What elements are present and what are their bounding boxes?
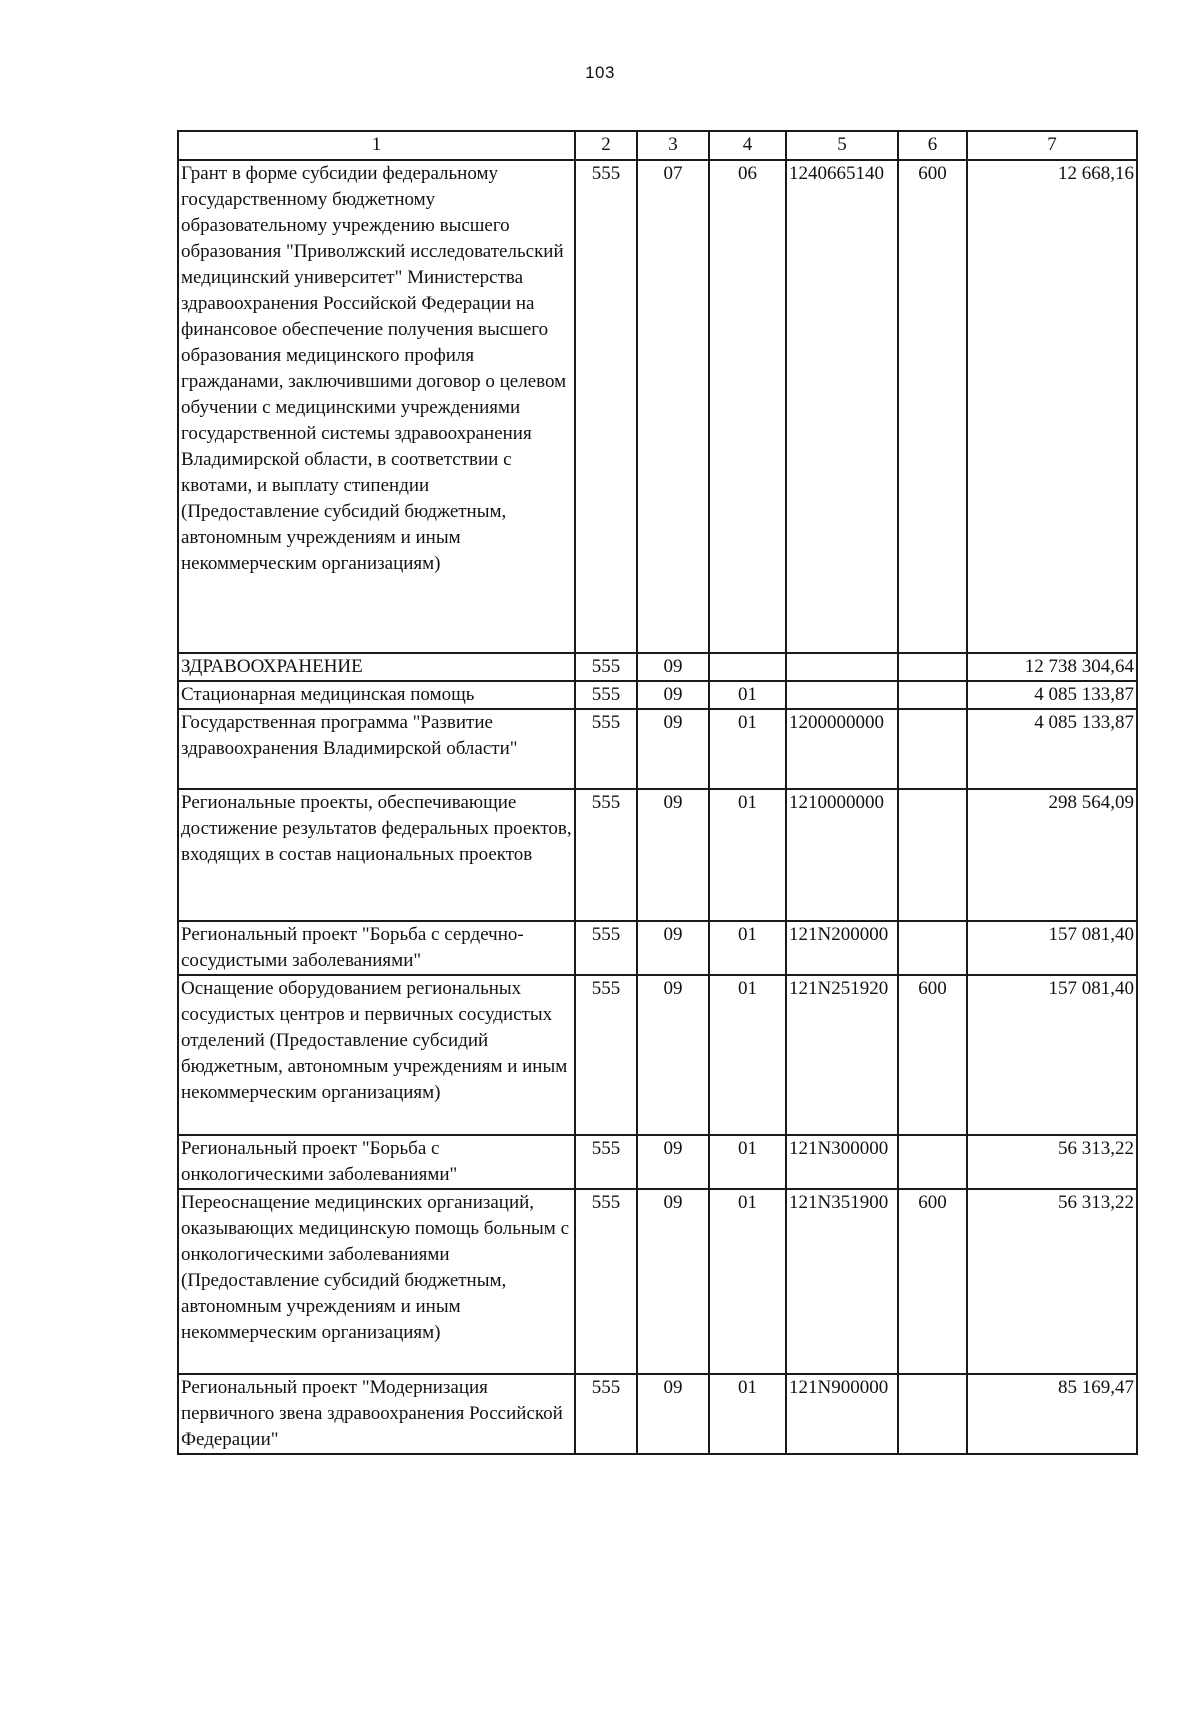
row-subsection-code: 01 <box>709 921 786 975</box>
row-name: Региональный проект "Борьба с онкологическими заболеваниями" <box>178 1135 575 1189</box>
row-section-code: 09 <box>637 681 709 709</box>
row-name: Грант в форме субсидии федеральному государственному бюджетному образовательному учреждению высшего образования "Приволжский исследовательский медицинский университет" Министерства здравоохранения Российской Федерации на финансовое обеспечение получения высшего образования медицинского профиля гражданами, заключившими договор о целевом обучении с медицинскими учреждениями государственной системы здравоохранения Владимирской области, в соответствии с квотами, и выплату стипендии (Предоставление субсидий бюджетным, автономным учреждениям и иным некоммерческим организациям) <box>178 160 575 653</box>
row-amount: 56 313,22 <box>967 1135 1137 1189</box>
column-header-6: 6 <box>898 131 967 160</box>
column-header-7: 7 <box>967 131 1137 160</box>
row-expense-type <box>898 653 967 681</box>
row-expense-type <box>898 1374 967 1454</box>
row-amount: 56 313,22 <box>967 1189 1137 1374</box>
row-section-code: 07 <box>637 160 709 653</box>
row-ministry-code: 555 <box>575 789 637 921</box>
row-amount: 85 169,47 <box>967 1374 1137 1454</box>
row-target-code <box>786 681 898 709</box>
row-amount: 298 564,09 <box>967 789 1137 921</box>
table-row <box>178 1189 1137 1374</box>
row-ministry-code: 555 <box>575 1374 637 1454</box>
row-expense-type: 600 <box>898 1189 967 1374</box>
table-row <box>178 709 1137 789</box>
row-subsection-code: 01 <box>709 975 786 1135</box>
row-section-code: 09 <box>637 1189 709 1374</box>
row-subsection-code: 01 <box>709 681 786 709</box>
row-subsection-code: 01 <box>709 1189 786 1374</box>
budget-table <box>177 130 1138 1455</box>
row-target-code: 121N200000 <box>786 921 898 975</box>
table-row <box>178 921 1137 975</box>
row-section-code: 09 <box>637 789 709 921</box>
table-row <box>178 160 1137 653</box>
row-section-code: 09 <box>637 653 709 681</box>
row-expense-type <box>898 709 967 789</box>
row-ministry-code: 555 <box>575 709 637 789</box>
page-number: 103 <box>585 63 615 82</box>
row-ministry-code: 555 <box>575 921 637 975</box>
row-target-code: 121N900000 <box>786 1374 898 1454</box>
row-subsection-code: 06 <box>709 160 786 653</box>
row-section-code: 09 <box>637 1135 709 1189</box>
row-target-code: 1200000000 <box>786 709 898 789</box>
row-subsection-code: 01 <box>709 1374 786 1454</box>
row-target-code: 121N351900 <box>786 1189 898 1374</box>
table-header-row <box>178 131 1137 160</box>
table-row <box>178 1374 1137 1454</box>
row-ministry-code: 555 <box>575 160 637 653</box>
row-name: ЗДРАВООХРАНЕНИЕ <box>178 653 575 681</box>
column-header-3: 3 <box>637 131 709 160</box>
table-row <box>178 789 1137 921</box>
row-expense-type: 600 <box>898 160 967 653</box>
row-section-code: 09 <box>637 975 709 1135</box>
column-header-1: 1 <box>178 131 575 160</box>
table-row <box>178 653 1137 681</box>
row-name: Стационарная медицинская помощь <box>178 681 575 709</box>
row-amount: 4 085 133,87 <box>967 681 1137 709</box>
row-section-code: 09 <box>637 921 709 975</box>
row-name: Государственная программа "Развитие здравоохранения Владимирской области" <box>178 709 575 789</box>
row-name: Региональные проекты, обеспечивающие достижение результатов федеральных проектов, входящих в состав национальных проектов <box>178 789 575 921</box>
row-subsection-code: 01 <box>709 1135 786 1189</box>
row-target-code: 1210000000 <box>786 789 898 921</box>
row-ministry-code: 555 <box>575 975 637 1135</box>
row-target-code: 121N251920 <box>786 975 898 1135</box>
table-row <box>178 681 1137 709</box>
column-header-2: 2 <box>575 131 637 160</box>
row-name: Региональный проект "Борьба с сердечно-сосудистыми заболеваниями" <box>178 921 575 975</box>
row-section-code: 09 <box>637 709 709 789</box>
row-amount: 12 668,16 <box>967 160 1137 653</box>
row-target-code: 1240665140 <box>786 160 898 653</box>
row-expense-type <box>898 1135 967 1189</box>
row-name: Оснащение оборудованием региональных сосудистых центров и первичных сосудистых отделений (Предоставление субсидий бюджетным, автономным учреждениям и иным некоммерческим организациям) <box>178 975 575 1135</box>
row-target-code <box>786 653 898 681</box>
row-name: Переоснащение медицинских организаций, оказывающих медицинскую помощь больным с онкологическими заболеваниями (Предоставление субсидий бюджетным, автономным учреждениям и иным некоммерческим организациям) <box>178 1189 575 1374</box>
row-name: Региональный проект "Модернизация первичного звена здравоохранения Российской Федерации" <box>178 1374 575 1454</box>
row-expense-type <box>898 789 967 921</box>
row-subsection-code: 01 <box>709 709 786 789</box>
row-ministry-code: 555 <box>575 1135 637 1189</box>
row-subsection-code: 01 <box>709 789 786 921</box>
row-section-code: 09 <box>637 1374 709 1454</box>
column-header-4: 4 <box>709 131 786 160</box>
row-amount: 157 081,40 <box>967 921 1137 975</box>
row-target-code: 121N300000 <box>786 1135 898 1189</box>
row-ministry-code: 555 <box>575 653 637 681</box>
table-row <box>178 1135 1137 1189</box>
row-expense-type: 600 <box>898 975 967 1135</box>
row-ministry-code: 555 <box>575 1189 637 1374</box>
row-subsection-code <box>709 653 786 681</box>
row-amount: 157 081,40 <box>967 975 1137 1135</box>
row-amount: 4 085 133,87 <box>967 709 1137 789</box>
row-expense-type <box>898 921 967 975</box>
row-amount: 12 738 304,64 <box>967 653 1137 681</box>
row-ministry-code: 555 <box>575 681 637 709</box>
column-header-5: 5 <box>786 131 898 160</box>
row-expense-type <box>898 681 967 709</box>
table-row <box>178 975 1137 1135</box>
